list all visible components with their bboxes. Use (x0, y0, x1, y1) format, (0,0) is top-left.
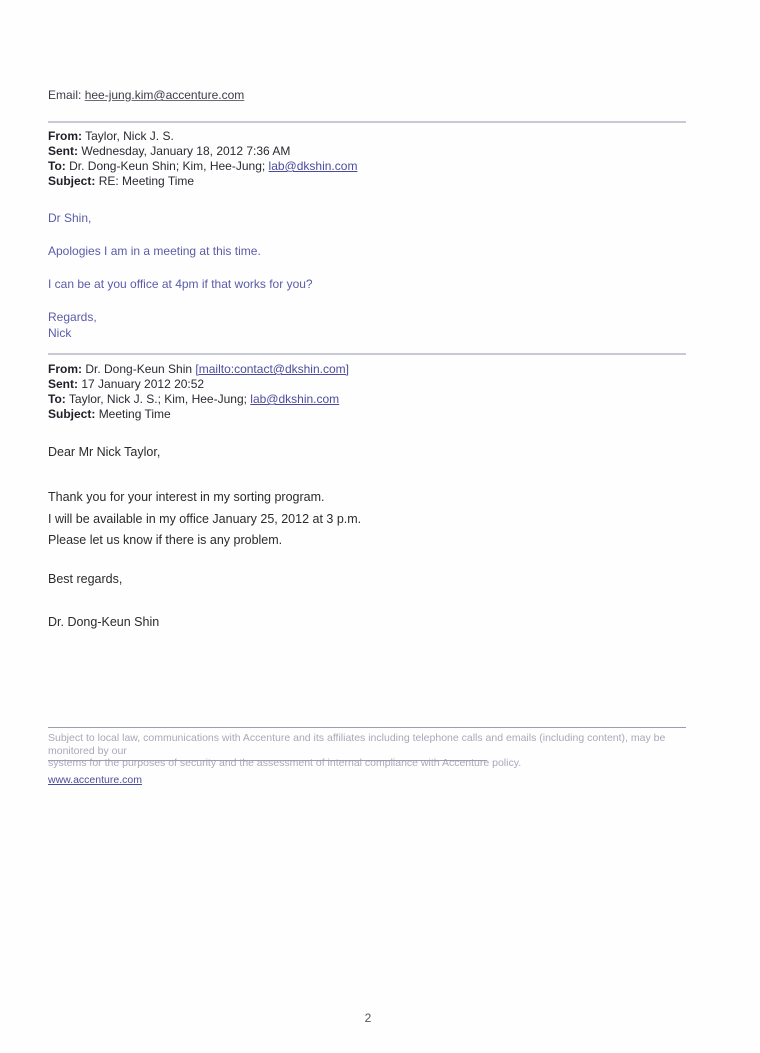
footer-website (48, 774, 142, 786)
page-number: 2 (364, 1011, 372, 1025)
email1-sent-line (48, 144, 688, 159)
email1-to-address-link[interactable]: lab@dkshin.com (268, 159, 358, 173)
divider-footer (48, 727, 686, 728)
email2-body-line: I will be available in my office January 25, 2012 at 3 p.m. (48, 511, 362, 526)
subject-value: Meeting Time (98, 407, 171, 421)
subject-label: Subject: (48, 407, 96, 421)
email2-to-line (48, 392, 688, 407)
divider-footer-short (48, 760, 487, 761)
accenture-website-link[interactable]: www.accenture.com (48, 774, 142, 786)
email1-paragraph: Apologies I am in a meeting at this time. (48, 244, 261, 258)
from-value: Dr. Dong-Keun Shin (85, 362, 196, 376)
to-value: Taylor, Nick J. S.; Kim, Hee-Jung; (68, 392, 251, 406)
email1-salutation: Dr Shin, (48, 211, 92, 225)
email2-body (48, 445, 688, 630)
email2-body-line: Thank you for your interest in my sorting program. (48, 490, 325, 504)
sent-value: 17 January 2012 20:52 (81, 377, 205, 391)
email2-to-address-link[interactable]: lab@dkshin.com (250, 392, 340, 406)
email1-to-line (48, 159, 688, 174)
email2-salutation: Dear Mr Nick Taylor, (48, 445, 161, 459)
sent-label: Sent: (48, 144, 78, 158)
email2-from-mailto-link[interactable]: [mailto:contact@dkshin.com] (195, 362, 349, 376)
email-label: Email: (48, 88, 82, 102)
email1-header-block (48, 129, 688, 189)
accenture-disclaimer (48, 732, 688, 770)
contact-email-line (48, 88, 244, 102)
email1-signature: Nick (48, 326, 72, 340)
contact-email-link[interactable]: hee-jung.kim@accenture.com (84, 88, 245, 102)
email1-subject-line (48, 174, 688, 189)
email2-body-line: Please let us know if there is any problem. (48, 533, 283, 547)
sent-label: Sent: (48, 377, 78, 391)
subject-label: Subject: (48, 174, 96, 188)
email2-sent-line (48, 377, 688, 392)
email2-from-line (48, 362, 688, 377)
email2-subject-line (48, 407, 688, 422)
from-value: Taylor, Nick J. S. (85, 129, 174, 143)
from-label: From: (48, 362, 82, 376)
email1-paragraph: I can be at you office at 4pm if that works for you? (48, 277, 313, 291)
email1-closing: Regards, (48, 310, 97, 324)
to-value: Dr. Dong-Keun Shin; Kim, Hee-Jung; (69, 159, 269, 173)
email2-header-block (48, 362, 688, 422)
disclaimer-line: systems for the purposes of security and the assessment of internal compliance with Accenture policy. (48, 757, 522, 769)
email1-from-line (48, 129, 688, 144)
email1-body (48, 210, 688, 341)
to-label: To: (48, 392, 66, 406)
disclaimer-line: Subject to local law, communications with Accenture and its affiliates including telephone calls and emails (including content), may be monitored by our (48, 732, 666, 757)
email2-closing: Best regards, (48, 571, 123, 586)
divider-top (48, 121, 686, 123)
sent-value: Wednesday, January 18, 2012 7:36 AM (81, 144, 291, 158)
email2-signature: Dr. Dong-Keun Shin (48, 614, 160, 629)
from-label: From: (48, 129, 82, 143)
subject-value: RE: Meeting Time (98, 174, 195, 188)
divider-middle (48, 353, 686, 355)
to-label: To: (48, 159, 66, 173)
